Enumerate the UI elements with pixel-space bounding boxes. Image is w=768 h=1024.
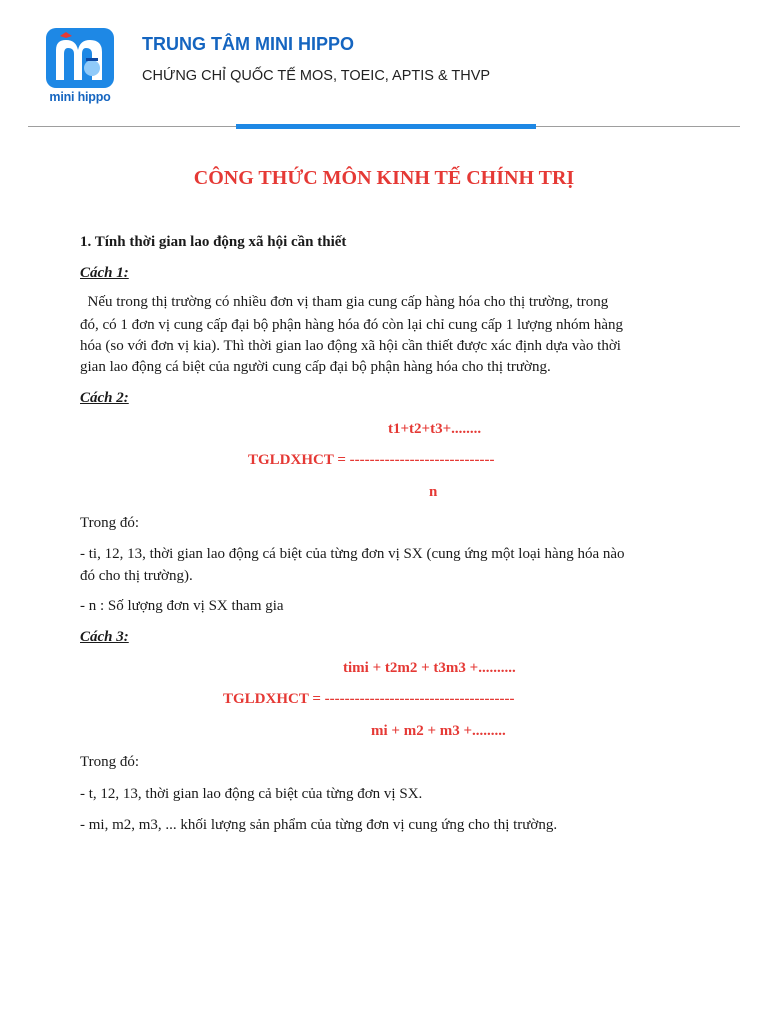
brand-logo (44, 28, 116, 108)
method-1-text-line: gian lao động cá biệt của người cung cấp đại bộ phận hàng hóa cho thị trường. (80, 359, 551, 375)
hippo-logo-icon (46, 28, 114, 88)
brand-title: TRUNG TÂM MINI HIPPO (142, 34, 354, 54)
definition-line: - t, 12, 13, thời gian lao động cả biệt của từng đơn vị SX. (80, 786, 423, 802)
formula-3-lhs: TGLDXHCT = -------------------------------------- (223, 691, 515, 707)
brand-subtitle: CHỨNG CHỈ QUỐC TẾ MOS, TOEIC, APTIS & THVP (142, 68, 491, 84)
method-1-text-line: Nếu trong thị trường có nhiều đơn vị tham gia cung cấp hàng hóa cho thị trường, trong (80, 294, 609, 310)
definition-line: - mi, m2, m3, ... khối lượng sản phẩm của từng đơn vị cung ứng cho thị trường. (80, 817, 558, 833)
method-1-text-line: đó, có 1 đơn vị cung cấp đại bộ phận hàng hóa đó còn lại chỉ cung cấp 1 lượng nhóm hàng (80, 317, 624, 333)
formula-2-denominator: n (429, 484, 438, 500)
definition-line: - n : Số lượng đơn vị SX tham gia (80, 598, 284, 614)
definition-line: - ti, 12, 13, thời gian lao động cá biệt của từng đơn vị SX (cung ứng một loại hàng hóa nào (80, 546, 625, 562)
formula-3-numerator: timi + t2m2 + t3m3 +.......... (343, 660, 516, 676)
method-2-label: Cách 2: (80, 390, 129, 406)
logo-wordmark: mini hippo (49, 90, 111, 104)
method-1-label: Cách 1: (80, 265, 129, 281)
document-title: CÔNG THỨC MÔN KINH TẾ CHÍNH TRỊ (193, 167, 575, 189)
header-accent-bar (236, 124, 536, 129)
page-header (0, 0, 768, 130)
where-label: Trong đó: (80, 754, 140, 770)
formula-2-lhs: TGLDXHCT = ----------------------------- (248, 452, 495, 468)
formula-3-denominator: mi + m2 + m3 +......... (371, 723, 506, 739)
where-label: Trong đó: (80, 515, 140, 531)
method-3-label: Cách 3: (80, 629, 129, 645)
definition-line: đó cho thị trường). (80, 568, 193, 584)
section-heading: 1. Tính thời gian lao động xã hội cần thiết (80, 234, 347, 250)
method-1-text-line: hóa (so với đơn vị kia). Thì thời gian lao động xã hội cần thiết được xác định dựa vào thời (80, 338, 621, 354)
formula-2-numerator: t1+t2+t3+........ (388, 421, 482, 437)
